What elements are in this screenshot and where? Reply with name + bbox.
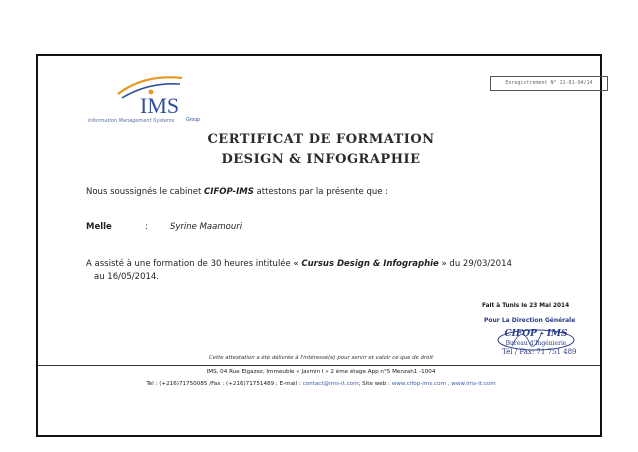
course-name: Cursus Design & Infographie: [301, 259, 439, 269]
registration-box: Enregistrement N° 11-01-04/14: [490, 76, 608, 91]
certificate-frame: [36, 54, 602, 437]
intro-text: Nous soussignés le cabinet CIFOP-IMS attestons par la présente que :: [86, 187, 389, 197]
stamp-phone: Tél / Fax: 71 751 489: [502, 348, 577, 356]
certificate-subtitle: DESIGN & INFOGRAPHIE: [221, 152, 421, 167]
issue-date: Fait à Tunis le 23 Mai 2014: [482, 303, 570, 309]
direction-label: Pour La Direction Générale: [484, 317, 576, 324]
footer-contact: Tel : (+216)71750085 /Fax : (+216)71751489 ; E-mail : contact@ims-it.com; Site web : www.cifop-ims.com , www.ims-it.com: [146, 381, 496, 387]
footer-address: IMS, 04 Rue Elgazez, Immeuble « Jasmin I » 2 ème étage App n°5 Menzah1 -1004: [206, 369, 436, 375]
formation-text: A assisté à une formation de 30 heures intitulée « Cursus Design & Infographie » du 29/03/2014: [86, 259, 512, 269]
stamp-org: CIFOP - IMS: [504, 329, 568, 339]
company-name: CIFOP-IMS: [204, 187, 254, 197]
person-name: Syrine Maamouri: [170, 222, 243, 232]
logo-subtitle: Information Management Systems: [88, 118, 175, 124]
footer-divider: [38, 365, 600, 366]
formation-end-date: au 16/05/2014.: [94, 272, 159, 282]
person-label: Melle: [86, 222, 112, 232]
person-colon: :: [145, 222, 148, 232]
email-link: contact@ims-it.com: [302, 381, 359, 387]
stamp-sub: Bureau d'Ingénierie: [505, 340, 567, 347]
logo-small: Group: [186, 117, 200, 123]
logo-text: IMS: [140, 93, 180, 118]
certificate-title: CERTIFICAT DE FORMATION: [207, 132, 435, 147]
legal-note: Cette attestation a été délivrée à l'intéressé(e) pour servir et valoir ce que de droit: [208, 355, 434, 361]
website-link: www.cifop-ims.com , www.ims-it.com: [391, 381, 496, 387]
